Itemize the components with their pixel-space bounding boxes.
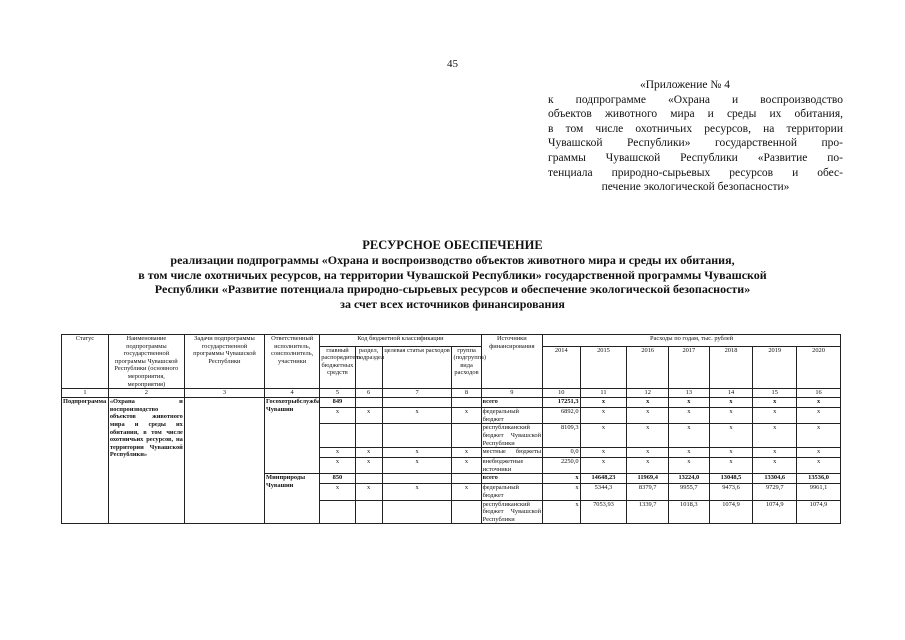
document-title <box>0 238 905 312</box>
value-cell: x <box>669 408 710 424</box>
column-number: 4 <box>265 389 320 398</box>
value-cell: x <box>753 408 797 424</box>
column-number: 9 <box>481 389 542 398</box>
value-cell: 5344,3 <box>580 484 627 500</box>
resource-table <box>61 334 841 524</box>
code-main-manager: x <box>320 458 355 474</box>
source-cell: местные бюджеты <box>481 448 542 458</box>
column-number: 7 <box>382 389 452 398</box>
header-budget-code: Код бюджетной классификации <box>320 335 481 347</box>
column-number: 2 <box>108 389 184 398</box>
code-target-item: x <box>382 484 452 500</box>
value-cell: x <box>580 408 627 424</box>
column-number: 12 <box>627 389 669 398</box>
value-cell: x <box>797 458 841 474</box>
tasks-cell <box>184 398 264 524</box>
value-cell: 13224,0 <box>669 474 710 484</box>
value-cell: x <box>580 458 627 474</box>
header-year: 2020 <box>797 346 841 389</box>
header-row <box>62 335 841 347</box>
value-cell: 14648,23 <box>580 474 627 484</box>
column-number: 16 <box>797 389 841 398</box>
value-cell: x <box>753 448 797 458</box>
column-number: 14 <box>709 389 753 398</box>
column-number: 1 <box>62 389 109 398</box>
appendix-line: Чувашской Республики» государственной про- <box>548 137 843 150</box>
code-group <box>452 398 481 408</box>
value-cell: 2250,0 <box>543 458 580 474</box>
header-main-manager: главный распорядитель бюджетных средств <box>320 346 355 389</box>
column-number-row <box>62 389 841 398</box>
code-target-item <box>382 474 452 484</box>
value-cell: 1074,9 <box>753 500 797 524</box>
value-cell: x <box>709 408 753 424</box>
title-line: за счет всех источников финансирования <box>340 297 565 312</box>
value-cell: 8109,3 <box>543 424 580 448</box>
column-number: 3 <box>184 389 264 398</box>
source-cell: всего <box>481 474 542 484</box>
source-cell: федеральный бюджет <box>481 484 542 500</box>
value-cell: 1018,3 <box>669 500 710 524</box>
value-cell: x <box>580 398 627 408</box>
code-main-manager <box>320 500 355 524</box>
code-group: x <box>452 448 481 458</box>
column-number: 5 <box>320 389 355 398</box>
column-number: 15 <box>753 389 797 398</box>
value-cell: x <box>543 474 580 484</box>
source-cell: республиканский бюджет Чувашской Республики <box>482 500 542 523</box>
header-expenses: Расходы по годам, тыс. рублей <box>543 335 841 347</box>
appendix-line: тенциала природно-сырьевых ресурсов и обес- <box>548 166 843 179</box>
value-cell: x <box>753 424 797 448</box>
header-group: группа (подгруппа) вида расходов <box>452 346 481 389</box>
value-cell: x <box>753 398 797 408</box>
code-main-manager: x <box>320 408 355 424</box>
header-source: Источники финансирования <box>481 335 542 389</box>
value-cell: 13536,0 <box>797 474 841 484</box>
value-cell: x <box>580 424 627 448</box>
code-group <box>452 424 481 448</box>
header-status: Статус <box>62 335 109 389</box>
code-group: x <box>452 484 481 500</box>
code-group <box>452 500 481 524</box>
page-number: 45 <box>447 58 458 70</box>
value-cell: x <box>669 448 710 458</box>
code-section: x <box>355 484 382 500</box>
header-year: 2016 <box>627 346 669 389</box>
appendix-line: к подпрограмме «Охрана и воспроизводство <box>548 93 843 106</box>
code-group: x <box>452 408 481 424</box>
header-name: Наименование подпрограммы государственной программы Чувашской Республики (основного мероприятия, мероприятия) <box>108 335 184 389</box>
table-row <box>62 398 841 408</box>
value-cell: x <box>797 448 841 458</box>
responsible-cell: Госохотрыбслужба Чувашии <box>265 398 320 474</box>
code-target-item <box>382 424 452 448</box>
header-target-item: целевая статья расходов <box>382 346 452 389</box>
status-cell: Подпрограмма <box>62 398 109 524</box>
code-section <box>355 424 382 448</box>
source-cell: федеральный бюджет <box>481 408 542 424</box>
code-main-manager: 849 <box>320 398 355 408</box>
header-year: 2014 <box>543 346 580 389</box>
value-cell: 11969,4 <box>627 474 669 484</box>
column-number: 10 <box>543 389 580 398</box>
title-line: Республики «Развитие потенциала природно-сырьевых ресурсов и обеспечение экологической безопасности» <box>154 282 751 297</box>
code-group: x <box>452 458 481 474</box>
title-line: в том числе охотничьих ресурсов, на территории Чувашской Республики» государственной программы Чувашской <box>138 267 767 282</box>
title-line: реализации подпрограммы «Охрана и воспроизводство объектов животного мира и среды их обитания, <box>170 252 735 267</box>
code-main-manager: 850 <box>320 474 355 484</box>
column-number: 8 <box>452 389 481 398</box>
header-year: 2019 <box>753 346 797 389</box>
appendix-line: в том числе охотничьих ресурсов, на территории <box>548 122 843 135</box>
header-year: 2018 <box>709 346 753 389</box>
column-number: 13 <box>669 389 710 398</box>
source-cell: внебюджетные источники <box>481 458 542 474</box>
value-cell: x <box>753 458 797 474</box>
value-cell: 9961,1 <box>797 484 841 500</box>
code-section: x <box>355 448 382 458</box>
value-cell: 7053,93 <box>580 500 627 524</box>
code-main-manager: x <box>320 448 355 458</box>
code-section: x <box>355 408 382 424</box>
code-main-manager <box>320 424 355 448</box>
code-target-item: x <box>382 408 452 424</box>
value-cell: 6892,0 <box>543 408 580 424</box>
code-target-item: x <box>382 458 452 474</box>
code-section: x <box>355 458 382 474</box>
value-cell: 13048,5 <box>709 474 753 484</box>
value-cell: x <box>580 448 627 458</box>
column-number: 11 <box>580 389 627 398</box>
value-cell: x <box>627 398 669 408</box>
header-year: 2017 <box>669 346 710 389</box>
value-cell: 9473,6 <box>709 484 753 500</box>
appendix-line: объектов животного мира и среды их обитания, <box>548 108 843 121</box>
value-cell: 0,0 <box>543 448 580 458</box>
column-number: 6 <box>355 389 382 398</box>
value-cell: 17251,3 <box>543 398 580 408</box>
value-cell: 9955,7 <box>669 484 710 500</box>
code-target-item: x <box>382 448 452 458</box>
value-cell: x <box>709 458 753 474</box>
value-cell: x <box>669 398 710 408</box>
value-cell: x <box>627 458 669 474</box>
value-cell: 8379,7 <box>627 484 669 500</box>
code-target-item <box>382 500 452 524</box>
appendix-line: граммы Чувашской Республики «Развитие по- <box>548 151 843 164</box>
value-cell: 9729,7 <box>753 484 797 500</box>
code-section <box>355 398 382 408</box>
code-section <box>355 474 382 484</box>
value-cell: x <box>543 500 580 524</box>
appendix-line: «Приложение № 4 <box>640 79 730 91</box>
value-cell: x <box>627 424 669 448</box>
value-cell: x <box>709 448 753 458</box>
value-cell: 13304,6 <box>753 474 797 484</box>
value-cell: x <box>709 398 753 408</box>
value-cell: x <box>627 408 669 424</box>
source-cell: республиканский бюджет Чувашской Республики <box>482 424 542 447</box>
title-heading: РЕСУРСНОЕ ОБЕСПЕЧЕНИЕ <box>362 238 543 252</box>
value-cell: 1339,7 <box>627 500 669 524</box>
value-cell: x <box>709 424 753 448</box>
header-responsible: Ответственный исполнитель, соисполнитель, участники <box>265 335 320 389</box>
value-cell: x <box>797 398 841 408</box>
value-cell: x <box>543 484 580 500</box>
value-cell: 1074,9 <box>797 500 841 524</box>
value-cell: x <box>669 424 710 448</box>
value-cell: x <box>669 458 710 474</box>
appendix-line: печение экологической безопасности» <box>601 181 790 194</box>
source-cell: всего <box>481 398 542 408</box>
appendix-note <box>548 78 843 195</box>
value-cell: 1074,9 <box>709 500 753 524</box>
header-section: раздел, подраздел <box>355 346 382 389</box>
code-section <box>355 500 382 524</box>
name-cell: «Охрана и воспроизводство объектов животного мира и среды их обитания, в том числе охотничьих ресурсов, на территории Чувашской Республики» <box>108 398 184 524</box>
code-main-manager: x <box>320 484 355 500</box>
header-year: 2015 <box>580 346 627 389</box>
value-cell: x <box>797 408 841 424</box>
header-tasks: Задачи подпрограммы государственной программы Чувашской Республики <box>184 335 264 389</box>
code-target-item <box>382 398 452 408</box>
code-group <box>452 474 481 484</box>
responsible-cell: Минприроды Чувашии <box>265 474 320 524</box>
value-cell: x <box>797 424 841 448</box>
value-cell: x <box>627 448 669 458</box>
